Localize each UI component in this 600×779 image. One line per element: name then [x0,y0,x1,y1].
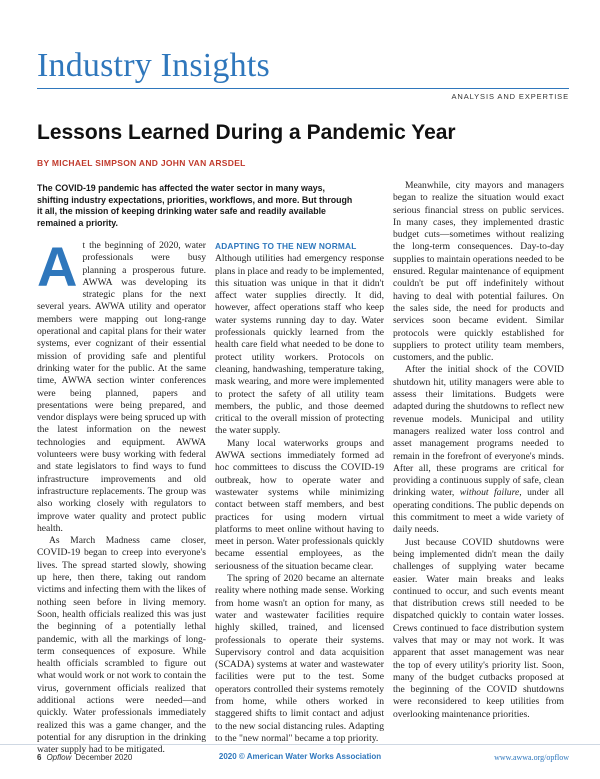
section-divider [37,88,569,89]
article-column-2 [215,240,384,745]
paragraph-3: Although utilities had emergency response plans in place and ready to be implemented, this situation was unique in that it didn't affect water supplies directly. It did, however, affect operations staff who keep water systems running day to day. Water professionals quickly learned from the health care field what needed to be done to protect utility workers. Protocols on cleaning, handwashing, temperature taking, mask wearing, and more were implemented to protect the safety of all utility team members, the public, and those deemed critical to the overall mission of protecting the water supply. [215,253,384,437]
drop-cap: A [37,235,78,298]
paragraph-1-text: t the beginning of 2020, water professionals were busy planning a prosperous future. AWWA was developing its strategic plans for the next several years. AWWA utility and operator members were mapping out long-range operational and capital plans for their water systems, ever cognizant of their essential mission of providing safe and plentiful drinking water for the public. At the same time, AWWA section winter conferences were being planned, papers and presentations were being prepared, and vendor displays were being spruced up with the latest information on the newest technologies and equipment. AWWA volunteers were busy working with federal and state legislators to find ways to fund infrastructure improvements and old infrastructure replacements. The group was also working closely with regulators to improve water quality and protect public health. [37,240,206,534]
article-column-1 [37,235,206,756]
paragraph-7-text-b: under all operating conditions. The public depends on this commitment to meet a wide variety of daily needs. [393,487,564,536]
paragraph-1 [37,235,206,535]
page-number: 6 [37,753,42,762]
paragraph-2: As March Madness came closer, COVID-19 began to creep into everyone's lives. The spread started slowly, showing up here, then there, taking out random victims and infecting them with the likes of nothing seen before in living memory. Soon, health officials realized this was just the beginning of a potentially lethal pandemic, with all the markings of long-term consequences of exposure. While health officials scrambled to figure out what would work or not work to contain the virus, government officials realized that additional actions were needed—and quickly. Water professionals immediately realized this was a game changer, and the potential for any disruption in the drinking water supply had to be mitigated. [37,535,206,756]
publication-name: Opflow [46,753,72,762]
copyright-notice: 2020 © American Water Works Association [218,752,382,761]
subhead-adapting: ADAPTING TO THE NEW NORMAL [215,241,357,251]
paragraph-6: Meanwhile, city mayors and managers began to realize the situation would exact serious financial stress on public services. In many cases, they implemented drastic budget cuts—sometimes without realizing the long-term consequences. Day-to-day supplies to maintain operations needed to be ensured. Regular maintenance of equipment couldn't be put off indefinitely without having to deal with potential failures. On the sales side, the need for products and services soon became evident. Similar protocols were quickly established for suppliers to protect utility team members, customers, and the public. [393,180,564,364]
section-title: Industry Insights [37,47,270,84]
issue-date: December 2020 [75,753,133,762]
article-lede: The COVID-19 pandemic has affected the water sector in many ways, shifting industry expectations, priorities, workflows, and more. But through it all, the mission of keeping drinking water safe and readily available remained a priority. [37,183,353,228]
paragraph-7-text-a: After the initial shock of the COVID shutdown hit, utility managers were able to assess their limitations. Budgets were adapted during the shutdowns to reflect new revenue models. Municipal and utility managers realized water loss control and asset management programs needed to remain in the forefront of everyone's minds. After all, these programs are critical for providing a continuous supply of safe, clean drinking water, [393,364,564,499]
article-column-3 [393,180,564,721]
footer-divider [0,744,600,745]
article-headline: Lessons Learned During a Pandemic Year [37,121,456,144]
publication-url[interactable]: www.awwa.org/opflow [494,753,569,762]
section-subtitle: ANALYSIS AND EXPERTISE [451,92,569,101]
paragraph-7-emphasis: without failure, [459,487,522,499]
paragraph-5: The spring of 2020 became an alternate reality where nothing made sense. Working from home wasn't an option for many, as water and wastewater facilities require highly skilled, trained, and licensed professionals to operate their systems. Supervisory control and data acquisition (SCADA) systems at water and wastewater facilities were put to the test. Some operators controlled their systems remotely from home, while others worked in staggered shifts to limit contact and adjust to the new social distancing rules. Adapting to the "new normal" became a top priority. [215,573,384,744]
paragraph-8: Just because COVID shutdowns were being implemented didn't mean the daily challenges of supplying water became easier. Water main breaks and leaks continued to occur, and such events meant that distribution crews still needed to be dispatched quickly to contain water losses. Crews continued to face distribution system valves that may or may not work. It was apparent that asset management was near the top of every utility's priority list. Soon, many of the budget cutbacks proposed at the beginning of the COVID shutdowns were reconsidered to keep utilities from overlooking maintenance priorities. [393,536,564,720]
paragraph-4: Many local waterworks groups and AWWA sections immediately formed ad hoc committees to discuss the COVID-19 outbreak, how to operate water and wastewater systems while minimizing contact between staff members, and best practices for using modern virtual platforms to meet online without having to meet in person. Water professionals quickly became essential employees, as the seriousness of the situation became clear. [215,437,384,572]
paragraph-7 [393,364,564,536]
article-byline: BY MICHAEL SIMPSON AND JOHN VAN ARSDEL [37,158,246,168]
